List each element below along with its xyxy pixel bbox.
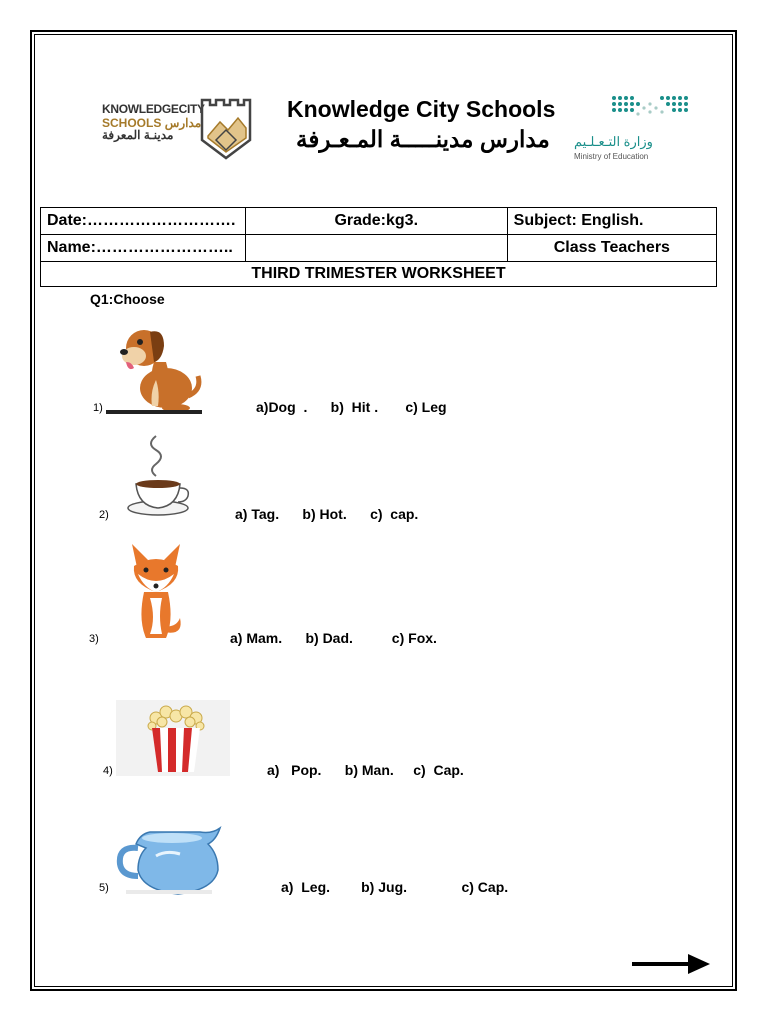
worksheet-title: THIRD TRIMESTER WORKSHEET <box>41 262 717 287</box>
logo-text-en: KNOWLEDGECITY <box>102 102 205 116</box>
subject-cell: Subject: English. <box>507 208 716 235</box>
grade-cell: Grade:kg3. <box>245 208 507 235</box>
item-number: 2) <box>99 509 109 521</box>
ministry-dots-icon <box>608 92 734 132</box>
question-label: Q1:Choose <box>90 291 165 307</box>
item-options: a) Leg. b) Jug. c) Cap. <box>281 879 509 895</box>
info-table <box>40 207 717 287</box>
item-number: 4) <box>103 765 113 777</box>
ministry-text-ar: وزارة التـعـلـيم <box>574 134 653 149</box>
info-row-2 <box>41 235 717 262</box>
fox-picture <box>128 542 184 642</box>
school-title-en: Knowledge City Schools <box>287 96 556 122</box>
school-title-ar: مدارس مدينـــــة المـعـرفة <box>296 126 550 152</box>
info-row-1 <box>41 208 717 235</box>
empty-cell <box>245 235 507 262</box>
ministry-logo <box>572 92 702 172</box>
item-number: 5) <box>99 882 109 894</box>
item-options: a) Pop. b) Man. c) Cap. <box>267 762 464 778</box>
logo-text-ar: مدينـة المعرفة <box>102 128 174 142</box>
jug-picture <box>116 826 224 896</box>
item-number: 1) <box>93 402 103 414</box>
class-teachers-cell: Class Teachers <box>507 235 716 262</box>
item-number: 3) <box>89 633 99 645</box>
knowledge-city-logo <box>94 90 264 170</box>
info-row-3 <box>41 262 717 287</box>
name-field[interactable]: Name:…………………….. <box>41 235 246 262</box>
item-options: a)Dog . b) Hit . c) Leg <box>256 399 447 415</box>
dog-picture <box>104 322 204 416</box>
ministry-text-en: Ministry of Education <box>574 152 649 161</box>
tea-cup-picture <box>126 432 196 518</box>
right-arrow-icon[interactable] <box>630 952 712 976</box>
popcorn-picture <box>116 700 230 776</box>
item-options: a) Tag. b) Hot. c) cap. <box>235 506 419 522</box>
logo-text-en2: SCHOOLS مدارس <box>102 116 202 130</box>
date-field[interactable]: Date:………………………. <box>41 208 246 235</box>
castle-emblem-icon <box>198 96 254 162</box>
item-options: a) Mam. b) Dad. c) Fox. <box>230 630 437 646</box>
